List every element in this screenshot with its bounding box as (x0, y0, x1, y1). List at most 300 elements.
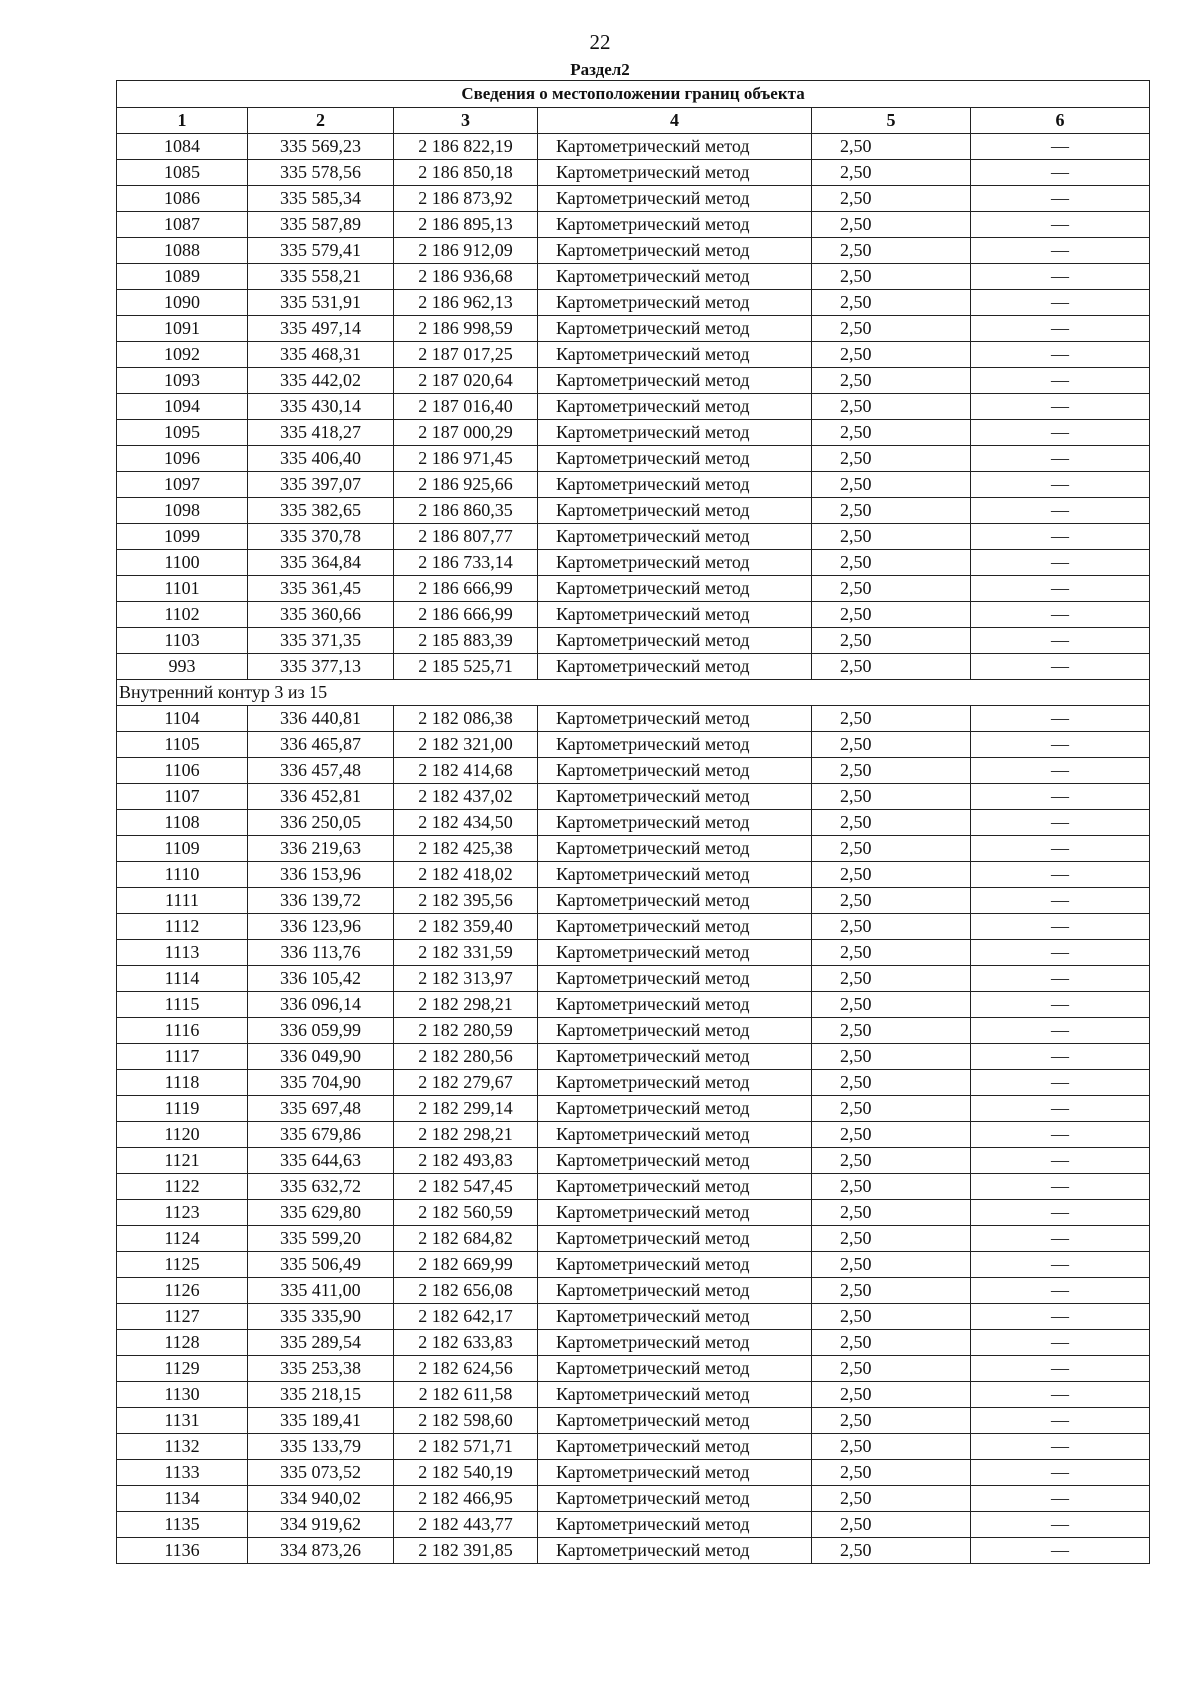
x-coordinate-cell: 336 452,81 (248, 784, 394, 810)
x-coordinate-cell: 335 585,34 (248, 186, 394, 212)
x-coordinate-cell: 334 873,26 (248, 1538, 394, 1564)
description-cell: — (971, 784, 1150, 810)
point-number-cell: 1131 (117, 1408, 248, 1434)
method-cell: Картометрический метод (538, 966, 812, 992)
table-row (117, 1538, 1150, 1564)
y-coordinate-cell: 2 182 493,83 (394, 1148, 538, 1174)
accuracy-cell: 2,50 (812, 420, 971, 446)
description-cell: — (971, 186, 1150, 212)
y-coordinate-cell: 2 182 359,40 (394, 914, 538, 940)
table-row (117, 420, 1150, 446)
accuracy-cell: 2,50 (812, 1356, 971, 1382)
y-coordinate-cell: 2 182 547,45 (394, 1174, 538, 1200)
x-coordinate-cell: 335 599,20 (248, 1226, 394, 1252)
point-number-cell: 1118 (117, 1070, 248, 1096)
y-coordinate-cell: 2 182 299,14 (394, 1096, 538, 1122)
table-row (117, 446, 1150, 472)
description-cell: — (971, 1486, 1150, 1512)
point-number-cell: 1111 (117, 888, 248, 914)
description-cell: — (971, 420, 1150, 446)
point-number-cell: 1123 (117, 1200, 248, 1226)
method-cell: Картометрический метод (538, 1304, 812, 1330)
point-number-cell: 1089 (117, 264, 248, 290)
table-row (117, 1148, 1150, 1174)
table-row (117, 862, 1150, 888)
x-coordinate-cell: 335 189,41 (248, 1408, 394, 1434)
accuracy-cell: 2,50 (812, 316, 971, 342)
accuracy-cell: 2,50 (812, 810, 971, 836)
section-title: Раздел2 (570, 60, 630, 79)
accuracy-cell: 2,50 (812, 628, 971, 654)
method-cell: Картометрический метод (538, 1330, 812, 1356)
description-cell: — (971, 888, 1150, 914)
y-coordinate-cell: 2 186 850,18 (394, 160, 538, 186)
method-cell: Картометрический метод (538, 316, 812, 342)
y-coordinate-cell: 2 186 936,68 (394, 264, 538, 290)
x-coordinate-cell: 335 360,66 (248, 602, 394, 628)
x-coordinate-cell: 335 382,65 (248, 498, 394, 524)
table-row (117, 1278, 1150, 1304)
point-number-cell: 1134 (117, 1486, 248, 1512)
table-row (117, 238, 1150, 264)
method-cell: Картометрический метод (538, 1044, 812, 1070)
method-cell: Картометрический метод (538, 212, 812, 238)
point-number-cell: 1103 (117, 628, 248, 654)
y-coordinate-cell: 2 182 437,02 (394, 784, 538, 810)
column-header: 3 (394, 108, 538, 134)
accuracy-cell: 2,50 (812, 1174, 971, 1200)
table-row (117, 602, 1150, 628)
accuracy-cell: 2,50 (812, 1252, 971, 1278)
x-coordinate-cell: 335 497,14 (248, 316, 394, 342)
method-cell: Картометрический метод (538, 1252, 812, 1278)
method-cell: Картометрический метод (538, 1122, 812, 1148)
y-coordinate-cell: 2 182 086,38 (394, 706, 538, 732)
accuracy-cell: 2,50 (812, 1148, 971, 1174)
point-number-cell: 1124 (117, 1226, 248, 1252)
method-cell: Картометрический метод (538, 1148, 812, 1174)
y-coordinate-cell: 2 182 434,50 (394, 810, 538, 836)
table-row (117, 212, 1150, 238)
point-number-cell: 1102 (117, 602, 248, 628)
x-coordinate-cell: 335 253,38 (248, 1356, 394, 1382)
point-number-cell: 1096 (117, 446, 248, 472)
column-header: 1 (117, 108, 248, 134)
y-coordinate-cell: 2 182 598,60 (394, 1408, 538, 1434)
table-row (117, 1200, 1150, 1226)
method-cell: Картометрический метод (538, 368, 812, 394)
method-cell: Картометрический метод (538, 1460, 812, 1486)
accuracy-cell: 2,50 (812, 1200, 971, 1226)
description-cell: — (971, 836, 1150, 862)
accuracy-cell: 2,50 (812, 1122, 971, 1148)
description-cell: — (971, 1122, 1150, 1148)
description-cell: — (971, 914, 1150, 940)
y-coordinate-cell: 2 182 298,21 (394, 1122, 538, 1148)
method-cell: Картометрический метод (538, 914, 812, 940)
point-number-cell: 1109 (117, 836, 248, 862)
point-number-cell: 1115 (117, 992, 248, 1018)
table-row (117, 368, 1150, 394)
y-coordinate-cell: 2 187 017,25 (394, 342, 538, 368)
y-coordinate-cell: 2 186 733,14 (394, 550, 538, 576)
point-number-cell: 1092 (117, 342, 248, 368)
y-coordinate-cell: 2 182 443,77 (394, 1512, 538, 1538)
x-coordinate-cell: 335 629,80 (248, 1200, 394, 1226)
y-coordinate-cell: 2 186 925,66 (394, 472, 538, 498)
point-number-cell: 1114 (117, 966, 248, 992)
accuracy-cell: 2,50 (812, 576, 971, 602)
table-row (117, 966, 1150, 992)
description-cell: — (971, 316, 1150, 342)
description-cell: — (971, 524, 1150, 550)
x-coordinate-cell: 335 133,79 (248, 1434, 394, 1460)
x-coordinate-cell: 336 105,42 (248, 966, 394, 992)
point-number-cell: 1119 (117, 1096, 248, 1122)
y-coordinate-cell: 2 185 525,71 (394, 654, 538, 680)
accuracy-cell: 2,50 (812, 1044, 971, 1070)
point-number-cell: 1097 (117, 472, 248, 498)
table-row (117, 1512, 1150, 1538)
accuracy-cell: 2,50 (812, 914, 971, 940)
x-coordinate-cell: 334 940,02 (248, 1486, 394, 1512)
accuracy-cell: 2,50 (812, 732, 971, 758)
accuracy-cell: 2,50 (812, 992, 971, 1018)
table-row (117, 1356, 1150, 1382)
column-header: 2 (248, 108, 394, 134)
x-coordinate-cell: 335 679,86 (248, 1122, 394, 1148)
method-cell: Картометрический метод (538, 1434, 812, 1460)
point-number-cell: 1088 (117, 238, 248, 264)
description-cell: — (971, 1096, 1150, 1122)
accuracy-cell: 2,50 (812, 1304, 971, 1330)
accuracy-cell: 2,50 (812, 498, 971, 524)
method-cell: Картометрический метод (538, 1174, 812, 1200)
accuracy-cell: 2,50 (812, 1486, 971, 1512)
description-cell: — (971, 1044, 1150, 1070)
y-coordinate-cell: 2 182 656,08 (394, 1278, 538, 1304)
point-number-cell: 1105 (117, 732, 248, 758)
method-cell: Картометрический метод (538, 420, 812, 446)
x-coordinate-cell: 335 569,23 (248, 134, 394, 160)
description-cell: — (971, 1330, 1150, 1356)
point-number-cell: 1108 (117, 810, 248, 836)
accuracy-cell: 2,50 (812, 342, 971, 368)
accuracy-cell: 2,50 (812, 654, 971, 680)
x-coordinate-cell: 336 113,76 (248, 940, 394, 966)
description-cell: — (971, 966, 1150, 992)
method-cell: Картометрический метод (538, 706, 812, 732)
y-coordinate-cell: 2 182 633,83 (394, 1330, 538, 1356)
point-number-cell: 1104 (117, 706, 248, 732)
y-coordinate-cell: 2 182 321,00 (394, 732, 538, 758)
table-row (117, 290, 1150, 316)
x-coordinate-cell: 336 096,14 (248, 992, 394, 1018)
description-cell: — (971, 706, 1150, 732)
method-cell: Картометрический метод (538, 1486, 812, 1512)
description-cell: — (971, 628, 1150, 654)
point-number-cell: 1084 (117, 134, 248, 160)
point-number-cell: 1130 (117, 1382, 248, 1408)
point-number-cell: 1087 (117, 212, 248, 238)
description-cell: — (971, 654, 1150, 680)
method-cell: Картометрический метод (538, 1382, 812, 1408)
x-coordinate-cell: 336 049,90 (248, 1044, 394, 1070)
point-number-cell: 1085 (117, 160, 248, 186)
accuracy-cell: 2,50 (812, 186, 971, 212)
x-coordinate-cell: 335 371,35 (248, 628, 394, 654)
table-row (117, 1304, 1150, 1330)
method-cell: Картометрический метод (538, 732, 812, 758)
x-coordinate-cell: 336 440,81 (248, 706, 394, 732)
description-cell: — (971, 732, 1150, 758)
contour-label-row (117, 680, 1150, 706)
method-cell: Картометрический метод (538, 1356, 812, 1382)
y-coordinate-cell: 2 182 540,19 (394, 1460, 538, 1486)
method-cell: Картометрический метод (538, 1512, 812, 1538)
y-coordinate-cell: 2 186 895,13 (394, 212, 538, 238)
table-row (117, 1434, 1150, 1460)
method-cell: Картометрический метод (538, 394, 812, 420)
description-cell: — (971, 1382, 1150, 1408)
table-row (117, 160, 1150, 186)
x-coordinate-cell: 335 411,00 (248, 1278, 394, 1304)
table-row (117, 498, 1150, 524)
accuracy-cell: 2,50 (812, 1226, 971, 1252)
description-cell: — (971, 1252, 1150, 1278)
description-cell: — (971, 1174, 1150, 1200)
description-cell: — (971, 1148, 1150, 1174)
x-coordinate-cell: 336 123,96 (248, 914, 394, 940)
description-cell: — (971, 394, 1150, 420)
y-coordinate-cell: 2 182 418,02 (394, 862, 538, 888)
x-coordinate-cell: 336 153,96 (248, 862, 394, 888)
table-row (117, 1018, 1150, 1044)
description-cell: — (971, 758, 1150, 784)
method-cell: Картометрический метод (538, 1070, 812, 1096)
x-coordinate-cell: 336 219,63 (248, 836, 394, 862)
y-coordinate-cell: 2 182 280,56 (394, 1044, 538, 1070)
table-row (117, 706, 1150, 732)
y-coordinate-cell: 2 182 624,56 (394, 1356, 538, 1382)
accuracy-cell: 2,50 (812, 550, 971, 576)
point-number-cell: 1086 (117, 186, 248, 212)
point-number-cell: 1120 (117, 1122, 248, 1148)
description-cell: — (971, 1018, 1150, 1044)
y-coordinate-cell: 2 186 998,59 (394, 316, 538, 342)
method-cell: Картометрический метод (538, 1200, 812, 1226)
method-cell: Картометрический метод (538, 290, 812, 316)
method-cell: Картометрический метод (538, 628, 812, 654)
point-number-cell: 1094 (117, 394, 248, 420)
x-coordinate-cell: 335 632,72 (248, 1174, 394, 1200)
column-header: 4 (538, 108, 812, 134)
description-cell: — (971, 134, 1150, 160)
table-row (117, 1460, 1150, 1486)
point-number-cell: 1095 (117, 420, 248, 446)
method-cell: Картометрический метод (538, 472, 812, 498)
y-coordinate-cell: 2 182 414,68 (394, 758, 538, 784)
accuracy-cell: 2,50 (812, 758, 971, 784)
y-coordinate-cell: 2 186 860,35 (394, 498, 538, 524)
description-cell: — (971, 342, 1150, 368)
y-coordinate-cell: 2 187 016,40 (394, 394, 538, 420)
method-cell: Картометрический метод (538, 524, 812, 550)
table-row (117, 1044, 1150, 1070)
accuracy-cell: 2,50 (812, 966, 971, 992)
table-body (117, 134, 1150, 1564)
y-coordinate-cell: 2 182 280,59 (394, 1018, 538, 1044)
method-cell: Картометрический метод (538, 1278, 812, 1304)
x-coordinate-cell: 335 335,90 (248, 1304, 394, 1330)
description-cell: — (971, 1278, 1150, 1304)
x-coordinate-cell: 334 919,62 (248, 1512, 394, 1538)
description-cell: — (971, 1538, 1150, 1564)
table-row (117, 576, 1150, 602)
method-cell: Картометрический метод (538, 602, 812, 628)
accuracy-cell: 2,50 (812, 1278, 971, 1304)
y-coordinate-cell: 2 182 669,99 (394, 1252, 538, 1278)
x-coordinate-cell: 336 457,48 (248, 758, 394, 784)
x-coordinate-cell: 335 430,14 (248, 394, 394, 420)
description-cell: — (971, 1200, 1150, 1226)
method-cell: Картометрический метод (538, 186, 812, 212)
point-number-cell: 1099 (117, 524, 248, 550)
point-number-cell: 1117 (117, 1044, 248, 1070)
x-coordinate-cell: 335 073,52 (248, 1460, 394, 1486)
y-coordinate-cell: 2 182 642,17 (394, 1304, 538, 1330)
x-coordinate-cell: 335 361,45 (248, 576, 394, 602)
accuracy-cell: 2,50 (812, 1330, 971, 1356)
table-row (117, 472, 1150, 498)
method-cell: Картометрический метод (538, 784, 812, 810)
x-coordinate-cell: 335 370,78 (248, 524, 394, 550)
method-cell: Картометрический метод (538, 550, 812, 576)
accuracy-cell: 2,50 (812, 784, 971, 810)
x-coordinate-cell: 335 506,49 (248, 1252, 394, 1278)
method-cell: Картометрический метод (538, 342, 812, 368)
point-number-cell: 1110 (117, 862, 248, 888)
point-number-cell: 1126 (117, 1278, 248, 1304)
y-coordinate-cell: 2 186 666,99 (394, 602, 538, 628)
x-coordinate-cell: 335 697,48 (248, 1096, 394, 1122)
column-header: 6 (971, 108, 1150, 134)
x-coordinate-cell: 335 377,13 (248, 654, 394, 680)
description-cell: — (971, 1356, 1150, 1382)
accuracy-cell: 2,50 (812, 706, 971, 732)
table-row (117, 134, 1150, 160)
y-coordinate-cell: 2 182 279,67 (394, 1070, 538, 1096)
x-coordinate-cell: 335 468,31 (248, 342, 394, 368)
accuracy-cell: 2,50 (812, 940, 971, 966)
contour-label: Внутренний контур 3 из 15 (117, 680, 1150, 706)
description-cell: — (971, 810, 1150, 836)
accuracy-cell: 2,50 (812, 160, 971, 186)
x-coordinate-cell: 336 250,05 (248, 810, 394, 836)
table-row (117, 1382, 1150, 1408)
x-coordinate-cell: 335 418,27 (248, 420, 394, 446)
description-cell: — (971, 862, 1150, 888)
method-cell: Картометрический метод (538, 1538, 812, 1564)
table-row (117, 1070, 1150, 1096)
accuracy-cell: 2,50 (812, 446, 971, 472)
y-coordinate-cell: 2 182 560,59 (394, 1200, 538, 1226)
y-coordinate-cell: 2 182 466,95 (394, 1486, 538, 1512)
accuracy-cell: 2,50 (812, 862, 971, 888)
x-coordinate-cell: 336 465,87 (248, 732, 394, 758)
description-cell: — (971, 1226, 1150, 1252)
x-coordinate-cell: 335 578,56 (248, 160, 394, 186)
point-number-cell: 1135 (117, 1512, 248, 1538)
point-number-cell: 1122 (117, 1174, 248, 1200)
accuracy-cell: 2,50 (812, 394, 971, 420)
point-number-cell: 1125 (117, 1252, 248, 1278)
point-number-cell: 1113 (117, 940, 248, 966)
x-coordinate-cell: 335 531,91 (248, 290, 394, 316)
y-coordinate-cell: 2 186 971,45 (394, 446, 538, 472)
x-coordinate-cell: 335 442,02 (248, 368, 394, 394)
y-coordinate-cell: 2 182 391,85 (394, 1538, 538, 1564)
method-cell: Картометрический метод (538, 498, 812, 524)
method-cell: Картометрический метод (538, 836, 812, 862)
point-number-cell: 1129 (117, 1356, 248, 1382)
column-header-row (117, 108, 1150, 134)
point-number-cell: 1098 (117, 498, 248, 524)
accuracy-cell: 2,50 (812, 836, 971, 862)
y-coordinate-cell: 2 182 395,56 (394, 888, 538, 914)
accuracy-cell: 2,50 (812, 1460, 971, 1486)
point-number-cell: 1136 (117, 1538, 248, 1564)
table-row (117, 628, 1150, 654)
point-number-cell: 1132 (117, 1434, 248, 1460)
description-cell: — (971, 1070, 1150, 1096)
x-coordinate-cell: 335 289,54 (248, 1330, 394, 1356)
table-row (117, 732, 1150, 758)
y-coordinate-cell: 2 186 962,13 (394, 290, 538, 316)
accuracy-cell: 2,50 (812, 472, 971, 498)
table-row (117, 1486, 1150, 1512)
accuracy-cell: 2,50 (812, 1512, 971, 1538)
description-cell: — (971, 498, 1150, 524)
x-coordinate-cell: 335 218,15 (248, 1382, 394, 1408)
y-coordinate-cell: 2 182 331,59 (394, 940, 538, 966)
point-number-cell: 1100 (117, 550, 248, 576)
x-coordinate-cell: 335 704,90 (248, 1070, 394, 1096)
table-row (117, 186, 1150, 212)
table-row (117, 1252, 1150, 1278)
table-row (117, 1330, 1150, 1356)
accuracy-cell: 2,50 (812, 524, 971, 550)
description-cell: — (971, 446, 1150, 472)
point-number-cell: 1133 (117, 1460, 248, 1486)
accuracy-cell: 2,50 (812, 1070, 971, 1096)
table-caption: Сведения о местоположении границ объекта (117, 81, 1150, 108)
description-cell: — (971, 264, 1150, 290)
accuracy-cell: 2,50 (812, 602, 971, 628)
y-coordinate-cell: 2 182 298,21 (394, 992, 538, 1018)
y-coordinate-cell: 2 186 666,99 (394, 576, 538, 602)
y-coordinate-cell: 2 182 313,97 (394, 966, 538, 992)
y-coordinate-cell: 2 182 425,38 (394, 836, 538, 862)
x-coordinate-cell: 335 364,84 (248, 550, 394, 576)
accuracy-cell: 2,50 (812, 1538, 971, 1564)
description-cell: — (971, 160, 1150, 186)
method-cell: Картометрический метод (538, 1226, 812, 1252)
boundary-coordinates-table (116, 80, 1150, 1564)
method-cell: Картометрический метод (538, 992, 812, 1018)
method-cell: Картометрический метод (538, 888, 812, 914)
accuracy-cell: 2,50 (812, 1434, 971, 1460)
